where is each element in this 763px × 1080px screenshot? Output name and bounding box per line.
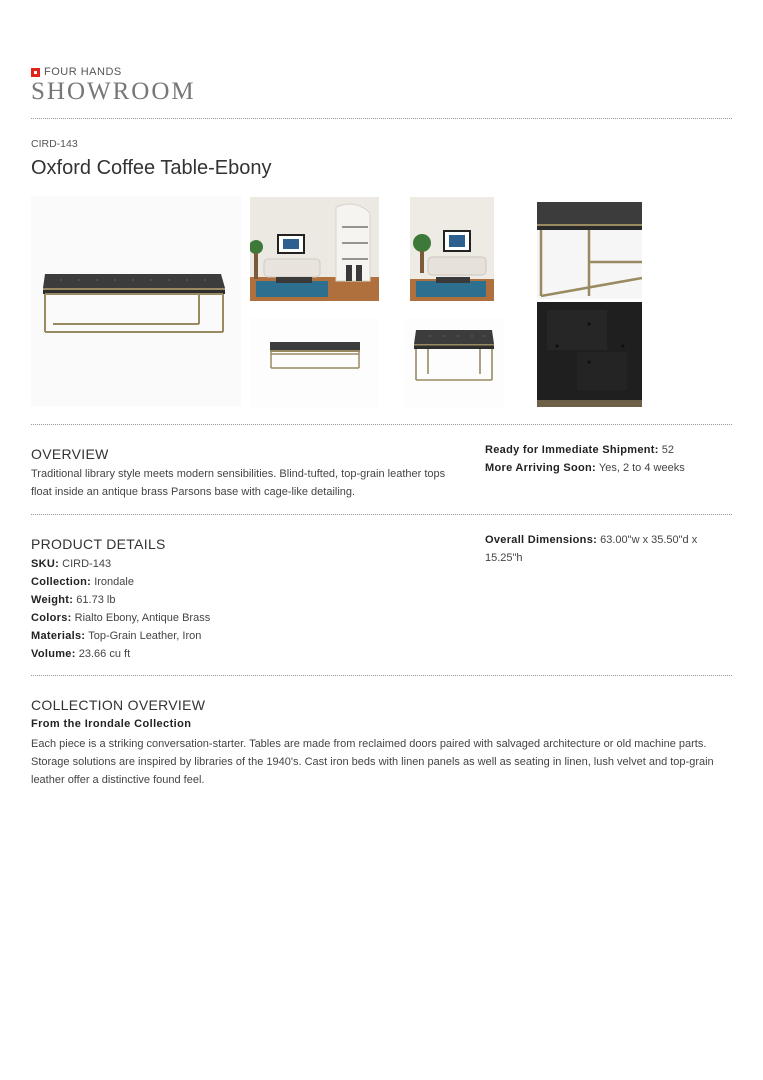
detail-label: SKU: xyxy=(31,558,60,570)
detail-value: 61.73 lb xyxy=(76,594,116,606)
dimensions-value: 63.00"w x 35.50"d x 15.25"h xyxy=(485,534,698,564)
detail-row-volume xyxy=(31,645,210,663)
shipment-value: 52 xyxy=(661,444,675,456)
product-details-heading: PRODUCT DETAILS xyxy=(31,536,166,552)
product-angle-image xyxy=(404,318,504,408)
main-product-image xyxy=(31,196,241,406)
detail-label: Volume: xyxy=(31,648,76,660)
detail-label: Weight: xyxy=(31,594,74,606)
product-title: Oxford Coffee Table-Ebony xyxy=(31,157,272,179)
product-side-image xyxy=(250,318,379,408)
overall-dimensions xyxy=(485,531,732,567)
collection-subheading: From the Irondale Collection xyxy=(31,718,192,730)
detail-label: Materials: xyxy=(31,630,86,642)
detail-corner-image xyxy=(537,202,642,299)
detail-label: Colors: xyxy=(31,612,72,624)
arriving-value: Yes, 2 to 4 weeks xyxy=(598,462,685,474)
product-details-list xyxy=(31,555,210,663)
divider xyxy=(31,675,732,676)
detail-value: CIRD-143 xyxy=(62,558,112,570)
overview-heading: OVERVIEW xyxy=(31,446,109,462)
arriving-status xyxy=(485,459,685,477)
brand-mark-icon xyxy=(31,68,40,77)
leather-texture-image xyxy=(537,302,642,407)
shipment-label: Ready for Immediate Shipment: xyxy=(485,444,659,456)
brand-name: FOUR HANDS xyxy=(44,66,122,78)
collection-heading: COLLECTION OVERVIEW xyxy=(31,697,206,713)
arriving-label: More Arriving Soon: xyxy=(485,462,597,474)
collection-text: Each piece is a striking conversation-starter. Tables are made from reclaimed doors paired with salvaged architecture or old machine parts. Storage solutions are inspired by libraries of the 1940's. Cast iron beds with linen panels as well as seating in linen, lush velvet and top-grain leather offer a distinctive found feel. xyxy=(31,738,714,786)
brand-logo xyxy=(31,66,122,78)
detail-value: Rialto Ebony, Antique Brass xyxy=(74,612,211,624)
detail-row-weight xyxy=(31,591,210,609)
detail-value: 23.66 cu ft xyxy=(78,648,131,660)
detail-row-collection xyxy=(31,573,210,591)
detail-value: Irondale xyxy=(94,576,134,588)
product-code: CIRD-143 xyxy=(31,138,78,150)
room-scene-image xyxy=(410,197,494,301)
detail-label: Collection: xyxy=(31,576,92,588)
dimensions-label: Overall Dimensions: xyxy=(485,534,598,546)
detail-row-materials xyxy=(31,627,210,645)
divider xyxy=(31,424,732,425)
room-scene-image xyxy=(250,197,379,301)
detail-row-sku xyxy=(31,555,210,573)
divider xyxy=(31,514,732,515)
divider xyxy=(31,118,732,119)
overview-text: Traditional library style meets modern sensibilities. Blind-tufted, top-grain leather tops float inside an antique brass Parsons base with cage-like detailing. xyxy=(31,468,446,498)
shipment-status xyxy=(485,441,674,459)
detail-value: Top-Grain Leather, Iron xyxy=(88,630,202,642)
detail-row-colors xyxy=(31,609,210,627)
showroom-title: SHOWROOM xyxy=(31,78,196,105)
